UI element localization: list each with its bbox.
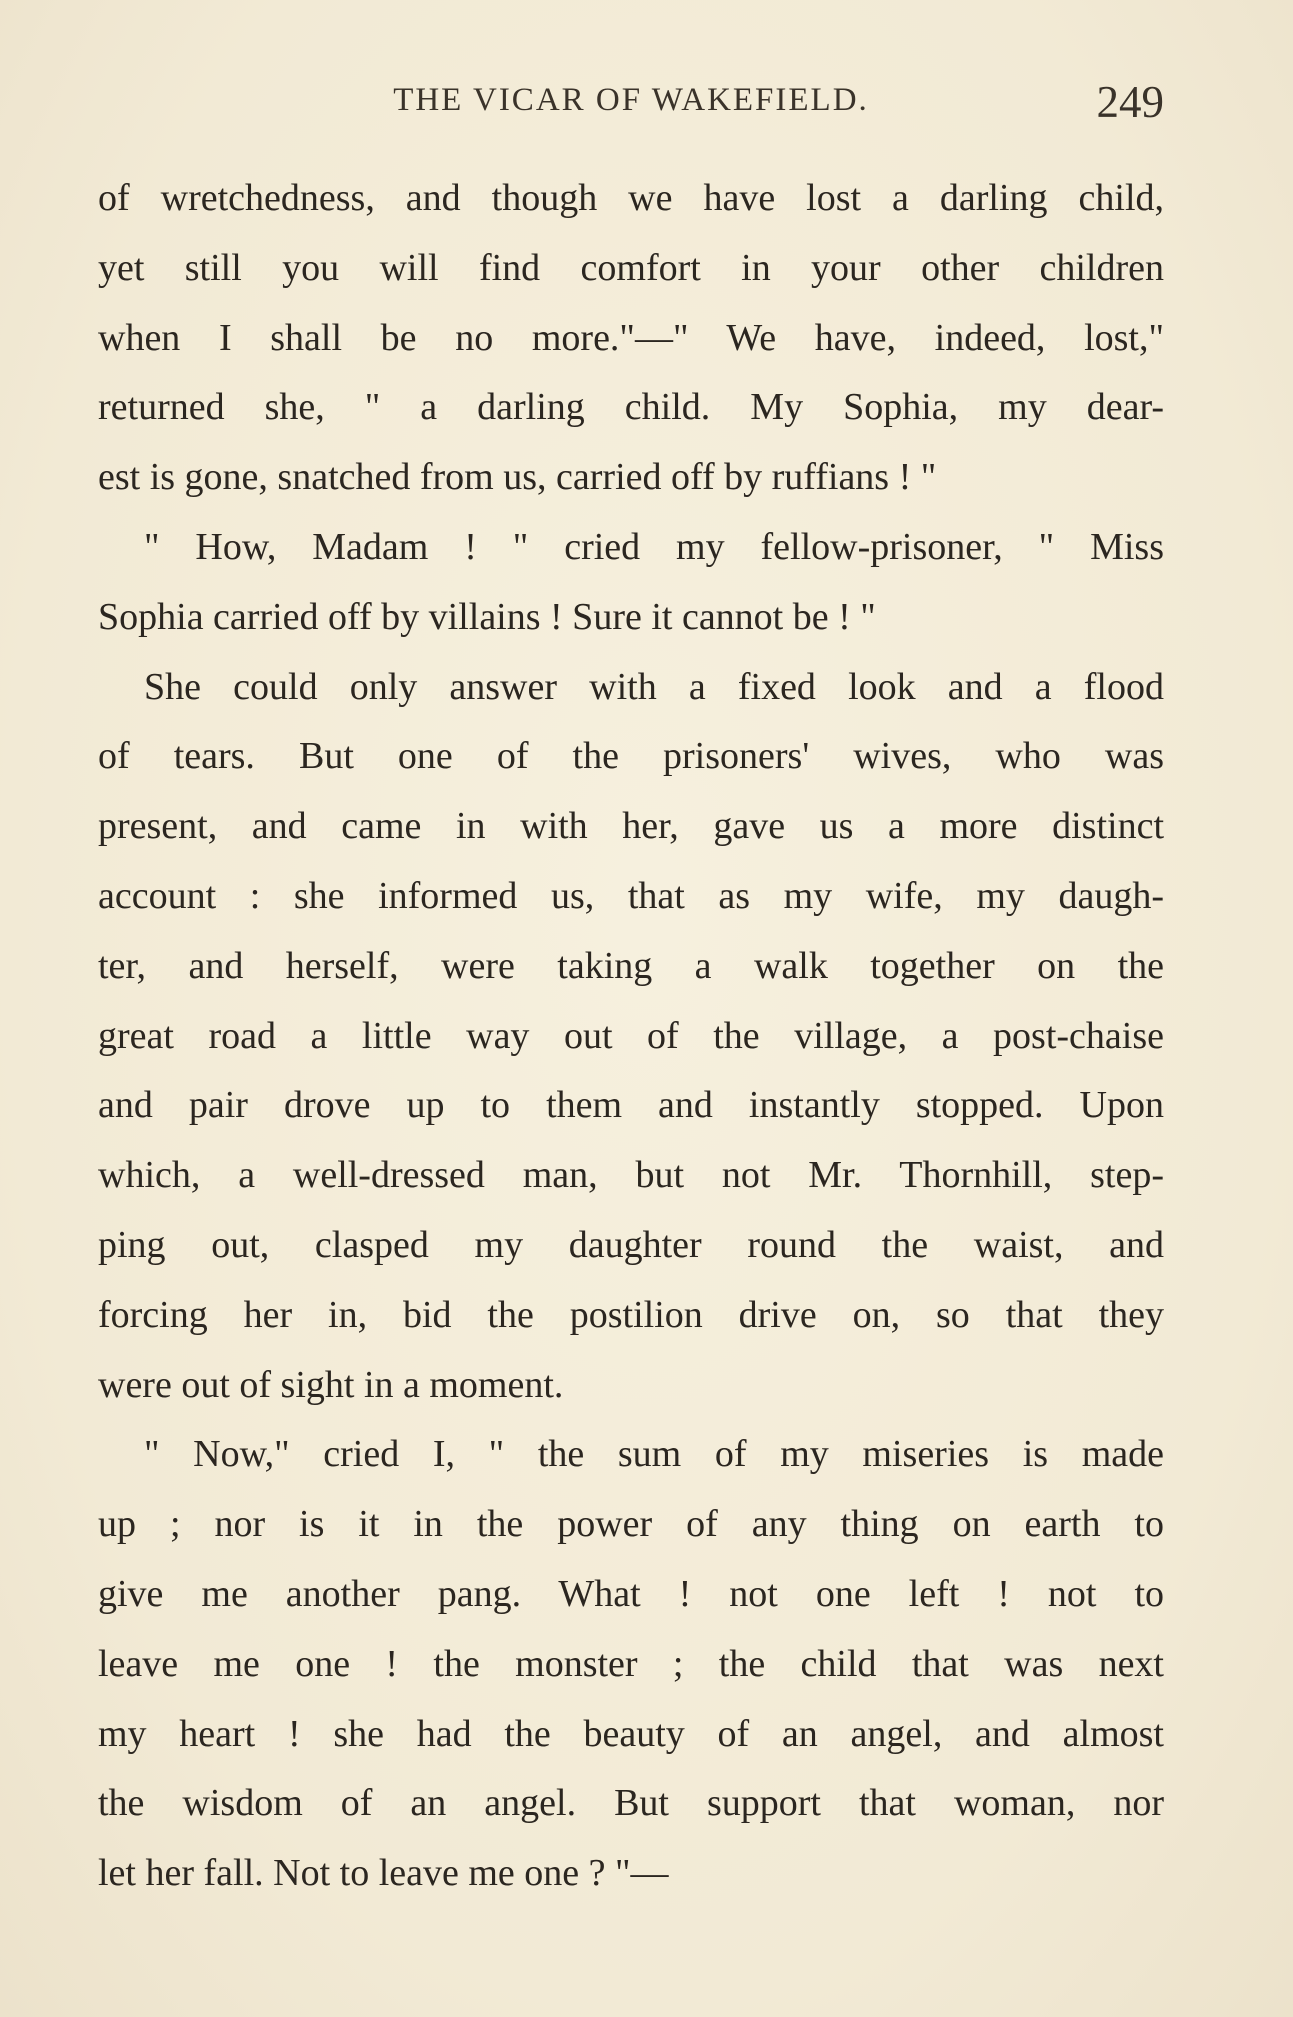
text-line: of wretchedness, and though we have lost a darling child, [98, 177, 1164, 219]
text-line: when I shall be no more."—" We have, indeed, lost," [98, 316, 1164, 359]
running-head [98, 76, 1164, 126]
page-number: 249 [1096, 77, 1164, 127]
text-line: est is gone, snatched from us, carried off by ruffians ! " [98, 456, 937, 499]
body-text [98, 164, 1164, 1909]
text-line: forcing her in, bid the postilion drive on, so that they [98, 1293, 1164, 1336]
text-line: yet still you will find comfort in your other children [98, 246, 1164, 289]
text-line: " Now," cried I, " the sum of my miseries is made [144, 1433, 1164, 1476]
text-line: leave me one ! the monster ; the child that was next [98, 1642, 1164, 1685]
text-line: present, and came in with her, gave us a more distinct [98, 805, 1164, 848]
text-line: ping out, clasped my daughter round the waist, and [98, 1223, 1164, 1266]
text-line: were out of sight in a moment. [98, 1363, 564, 1406]
text-line: the wisdom of an angel. But support that woman, nor [98, 1782, 1164, 1825]
text-line: returned she, " a darling child. My Sophia, my dear- [98, 386, 1164, 429]
text-line: ter, and herself, were taking a walk together on the [98, 944, 1164, 987]
text-line: " How, Madam ! " cried my fellow-prisoner, " Miss [144, 525, 1164, 568]
text-line: great road a little way out of the village, a post-chaise [98, 1014, 1164, 1057]
text-line: Sophia carried off by villains ! Sure it cannot be ! " [98, 595, 876, 638]
text-line: and pair drove up to them and instantly stopped. Upon [98, 1084, 1164, 1127]
running-title: THE VICAR OF WAKEFIELD. [393, 82, 869, 118]
text-line: of tears. But one of the prisoners' wives, who was [98, 735, 1164, 778]
text-line: my heart ! she had the beauty of an angel, and almost [98, 1712, 1164, 1755]
text-line: She could only answer with a fixed look and a flood [144, 665, 1164, 708]
text-line: up ; nor is it in the power of any thing on earth to [98, 1503, 1164, 1546]
text-line: let her fall. Not to leave me one ? "— [98, 1852, 669, 1895]
text-line: give me another pang. What ! not one left ! not to [98, 1572, 1164, 1615]
text-line: account : she informed us, that as my wife, my daugh- [98, 874, 1164, 917]
text-line: which, a well-dressed man, but not Mr. Thornhill, step- [98, 1154, 1164, 1197]
